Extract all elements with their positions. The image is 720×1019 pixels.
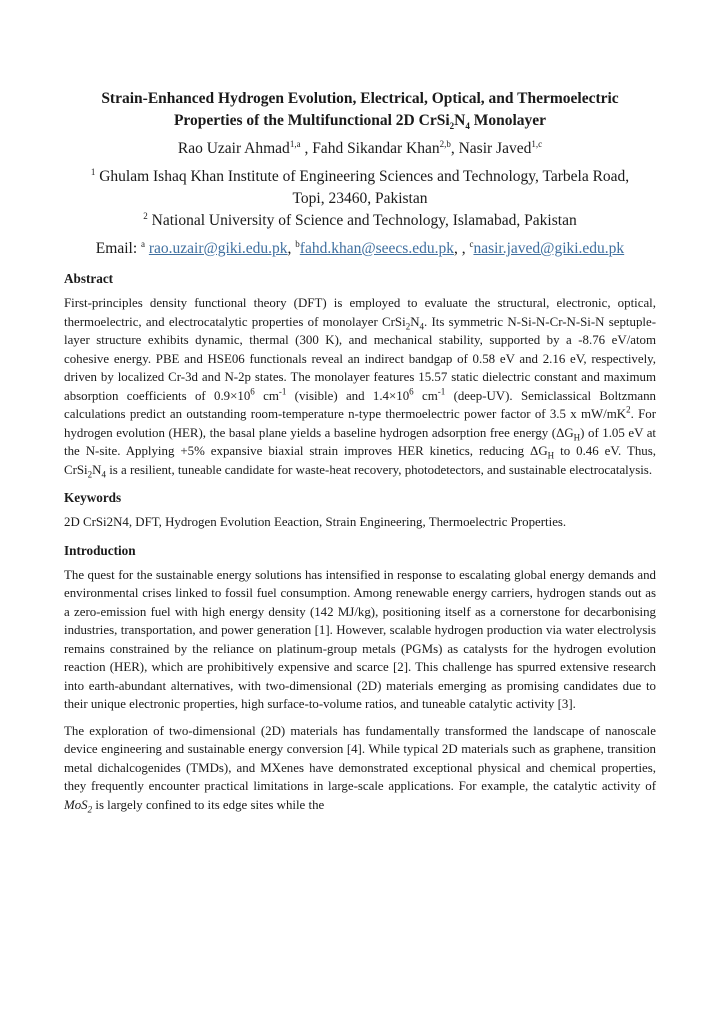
abstract-heading: Abstract (64, 271, 114, 286)
keywords-text: 2D CrSi2N4, DFT, Hydrogen Evolution Eeaction, Strain Engineering, Thermoelectric Properties. (64, 515, 567, 529)
title-line-2: Properties of the Multifunctional 2D $CrSi_2N_4$ Monolayer (173, 112, 547, 132)
paper-page (64, 88, 656, 822)
author-1: Rao Uzair Ahmad$^{1,a}$ , (177, 138, 313, 157)
paper-title (64, 88, 656, 132)
introduction-paragraph-2: The exploration of two-dimensional (2D) materials has fundamentally transformed the landscape of nanoscale device engineering and sustainable energy conversion [4]. While typical 2D materials such as graphene, transition metal dichalcogenides (TMDs), and MXenes have demonstrated exceptional physical and chemical properties, they frequently encounter practical limitations in large-scale applications. For example, the catalytic activity of MoS$_2$ is largely confined to its edge sites while the (64, 723, 656, 815)
author-2: Fahd Sikandar Khan$^{2,b}$, (312, 138, 459, 157)
email-line: Email: $^a$ rao.uzair@giki.edu.pk, $^b$fahd.khan@seecs.edu.pk, , $^c$nasir.javed@giki.edu.pk (95, 238, 625, 257)
math-mos2: MoS$_2$ (64, 797, 93, 815)
author-list (64, 138, 656, 160)
author-3: Nasir Javed$^{1,c}$ (458, 138, 543, 157)
abstract-text: First-principles density functional theory (DFT) is employed to evaluate the structural, electronic, optical, thermoelectric, and electrocatalytic properties of monolayer $CrSi_2N_4$. Its symmetric N-Si-N-Cr-N-Si-N septuple-layer structure exhibits dynamic, thermal (300 K), and mechanical stability, supported by a -8.76 eV/atom cohesive energy. PBE and HSE06 functionals reveal an indirect bandgap of 0.58 eV and 2.16 eV, respectively, driven by localized Cr-3d and N-2p states. The monolayer features 15.57 static dielectric constant and maximum absorption coefficients of $0.9\times 10^6$ $cm^{-1}$ (visible) and $1.4\times 10^6$ $cm^{-1}$ (deep-UV). Semiclassical Boltzmann calculations predict an outstanding room-temperature n-type thermoelectric power factor of 3.5 x $mW/mK^2$. For hydrogen evolution (HER), the basal plane yields a baseline hydrogen adsorption free energy $(\Delta G_H)$ of 1.05 eV at the N-site. Applying +5% expansive biaxial strain improves HER kinetics, reducing $\Delta G_H$ to 0.46 eV. Thus, $CrSi_2N_4$ is a resilient, tuneable candidate for waste-heat recovery, photodetectors, and sustainable electrocatalysis. (64, 296, 656, 480)
email-link-b[interactable]: fahd.khan@seecs.edu.pk (299, 240, 454, 257)
affiliation-1: $^1$ Ghulam Ishaq Khan Institute of Engineering Sciences and Technology, Tarbela Road, Topi, 23460, Pakistan (90, 166, 630, 207)
introduction-paragraph-1: The quest for the sustainable energy solutions has intensified in response to escalating global energy demands and environmental crises linked to fossil fuel consumption. Among renewable energy carriers, hydrogen stands out as a zero-emission fuel with high energy density (142 MJ/kg), positioning itself as a cornerstone for decarbonising industries, transportation, and power generation [1]. However, scalable hydrogen production via water electrolysis remains constrained by the reliance on platinum-group metals (PGMs) as catalysts for the hydrogen evolution reaction (HER), which are prohibitively expensive and scarce [2]. This challenge has spurred extensive research into earth-abundant alternatives, with two-dimensional (2D) materials emerging as promising candidates due to their unique electronic properties, high surface-to-volume ratios, and tuneable catalytic activity [3]. (64, 567, 656, 711)
email-link-c[interactable]: nasir.javed@giki.edu.pk (473, 240, 625, 257)
affiliation-2: $^2$ National University of Science and Technology, Islamabad, Pakistan (143, 210, 577, 229)
email-link-a[interactable]: rao.uzair@giki.edu.pk (148, 240, 288, 257)
keywords-heading: Keywords (64, 490, 122, 505)
title-line-1: Strain-Enhanced Hydrogen Evolution, Electrical, Optical, and Thermoelectric (101, 90, 619, 107)
introduction-heading: Introduction (64, 542, 136, 558)
